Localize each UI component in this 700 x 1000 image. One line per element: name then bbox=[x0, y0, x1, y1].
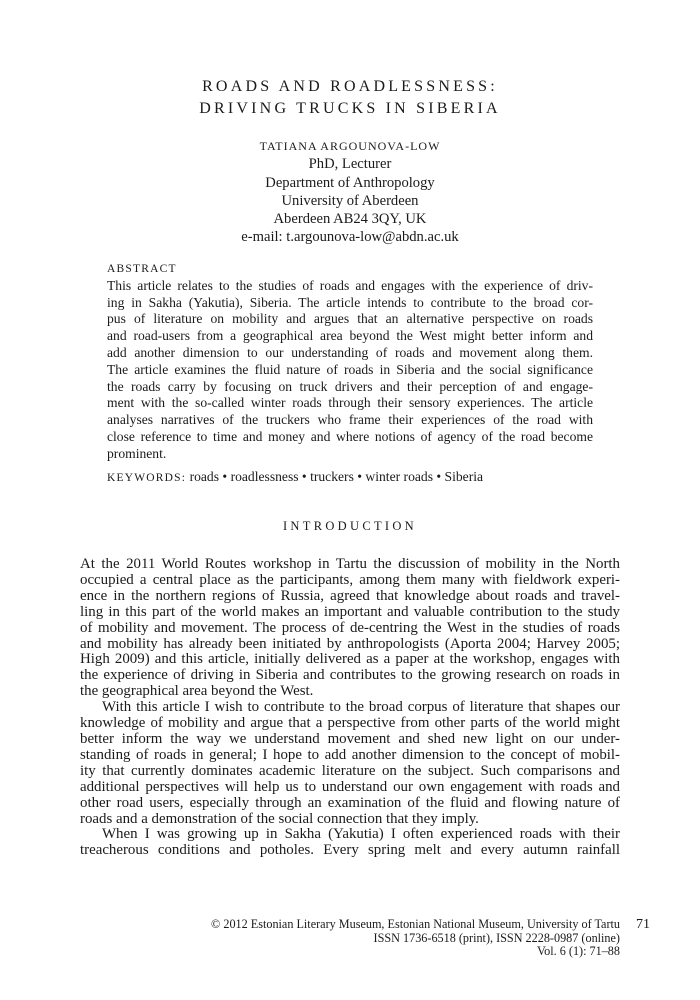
abstract-body bbox=[107, 278, 593, 463]
keywords-text: roads • roadlessness • truckers • winter roads • Siberia bbox=[186, 468, 484, 484]
text-line: ment with the so-called winter roads through their sensory experiences. The article bbox=[107, 395, 593, 411]
text-line: ling in this part of the world makes an important and valuable contribution to the study bbox=[80, 603, 620, 620]
keywords-label: KEYWORDS: bbox=[107, 471, 187, 484]
text-line: When I was growing up in Sakha (Yakutia) I often experienced roads with their bbox=[102, 826, 620, 843]
text-line: roads and a demonstration of the social connection that they imply. bbox=[80, 810, 479, 827]
text-line: close reference to time and money and where notions of agency of the road become bbox=[107, 428, 593, 444]
author-department: Department of Anthropology bbox=[265, 174, 435, 191]
text-line: pus of literature on mobility and argues that an alternative perspective on roads bbox=[107, 311, 593, 327]
text-line: and mobility has already been initiated by anthropologists (Aporta 2004; Harvey 2005; bbox=[80, 635, 620, 652]
text-line: add another dimension to our understanding of roads and movement along them. bbox=[107, 344, 593, 360]
text-line: better inform the way we understand movement and shed new light on our under- bbox=[80, 730, 620, 747]
footer-copyright: © 2012 Estonian Literary Museum, Estonian National Museum, University of Tartu bbox=[211, 917, 620, 931]
author-address: Aberdeen AB24 3QY, UK bbox=[273, 211, 427, 228]
text-line: standing of roads in general; I hope to add another dimension to the concept of mobil- bbox=[80, 746, 620, 763]
author-name: TATIANA ARGOUNOVA-LOW bbox=[259, 139, 441, 153]
paragraph bbox=[80, 700, 620, 827]
text-line: and road-users from a geographical area beyond the West might better inform and bbox=[107, 328, 593, 344]
abstract bbox=[107, 261, 593, 486]
paragraph bbox=[80, 557, 620, 700]
text-line: With this article I wish to contribute to the broad corpus of literature that shapes our bbox=[102, 699, 620, 716]
footer-volume: Vol. 6 (1): 71–88 bbox=[536, 944, 620, 958]
text-line: knowledge of mobility and argue that a perspective from other parts of the world might bbox=[80, 715, 620, 732]
author-position: PhD, Lecturer bbox=[308, 156, 392, 173]
abstract-heading: ABSTRACT bbox=[107, 263, 177, 275]
text-line: High 2009) and this article, initially delivered as a paper at the workshop, engages with bbox=[80, 651, 620, 668]
text-line: the geographical area beyond the West. bbox=[80, 683, 314, 700]
text-line: occupied a central place as the participants, among them many with fieldwork experi- bbox=[80, 571, 620, 588]
author-block bbox=[0, 137, 700, 247]
text-line: treacherous conditions and potholes. Every spring melt and every autumn rainfall bbox=[80, 842, 620, 859]
author-email[interactable]: e-mail: t.argounova-low@abdn.ac.uk bbox=[241, 229, 459, 246]
paragraph bbox=[80, 827, 620, 859]
text-line: prominent. bbox=[107, 445, 167, 461]
text-line: At the 2011 World Routes workshop in Tartu the discussion of mobility in the North bbox=[80, 556, 620, 572]
body-text bbox=[80, 557, 620, 859]
text-line: other road users, especially through an examination of the fluid and flowing nature of bbox=[80, 794, 620, 811]
footer bbox=[211, 918, 620, 959]
text-line: This article relates to the studies of roads and engages with the experience of driv- bbox=[107, 277, 593, 293]
text-line: the roads carry by focusing on truck drivers and their perception of and engage- bbox=[107, 378, 593, 394]
text-line: ing in Sakha (Yakutia), Siberia. The article intends to contribute to the broad cor- bbox=[107, 294, 593, 310]
text-line: the experience of driving in Siberia and contributes to the growing research on roads in bbox=[80, 667, 620, 684]
text-line: ity that currently dominates academic literature on the subject. Such comparisons and bbox=[80, 762, 620, 779]
text-line: of mobility and movement. The process of de-centring the West in the studies of roads bbox=[80, 619, 620, 636]
text-line: analyses narratives of the truckers who frame their experiences of the road with bbox=[107, 412, 593, 428]
section-heading-introduction: INTRODUCTION bbox=[282, 519, 418, 533]
text-line: additional perspectives will help us to understand our own engagement with roads and bbox=[80, 778, 620, 795]
title-line-1: ROADS AND ROADLESSNESS: bbox=[202, 78, 498, 95]
keywords bbox=[107, 469, 593, 487]
author-university: University of Aberdeen bbox=[281, 192, 419, 209]
text-line: The article examines the fluid nature of roads in Siberia and the social significance bbox=[107, 361, 593, 377]
text-line: ence in the northern regions of Russia, agreed that knowledge about roads and travel- bbox=[80, 587, 620, 604]
page-number: 71 bbox=[636, 917, 650, 932]
footer-issn: ISSN 1736-6518 (print), ISSN 2228-0987 (online) bbox=[373, 930, 620, 945]
title-line-2: DRIVING TRUCKS IN SIBERIA bbox=[199, 100, 501, 117]
